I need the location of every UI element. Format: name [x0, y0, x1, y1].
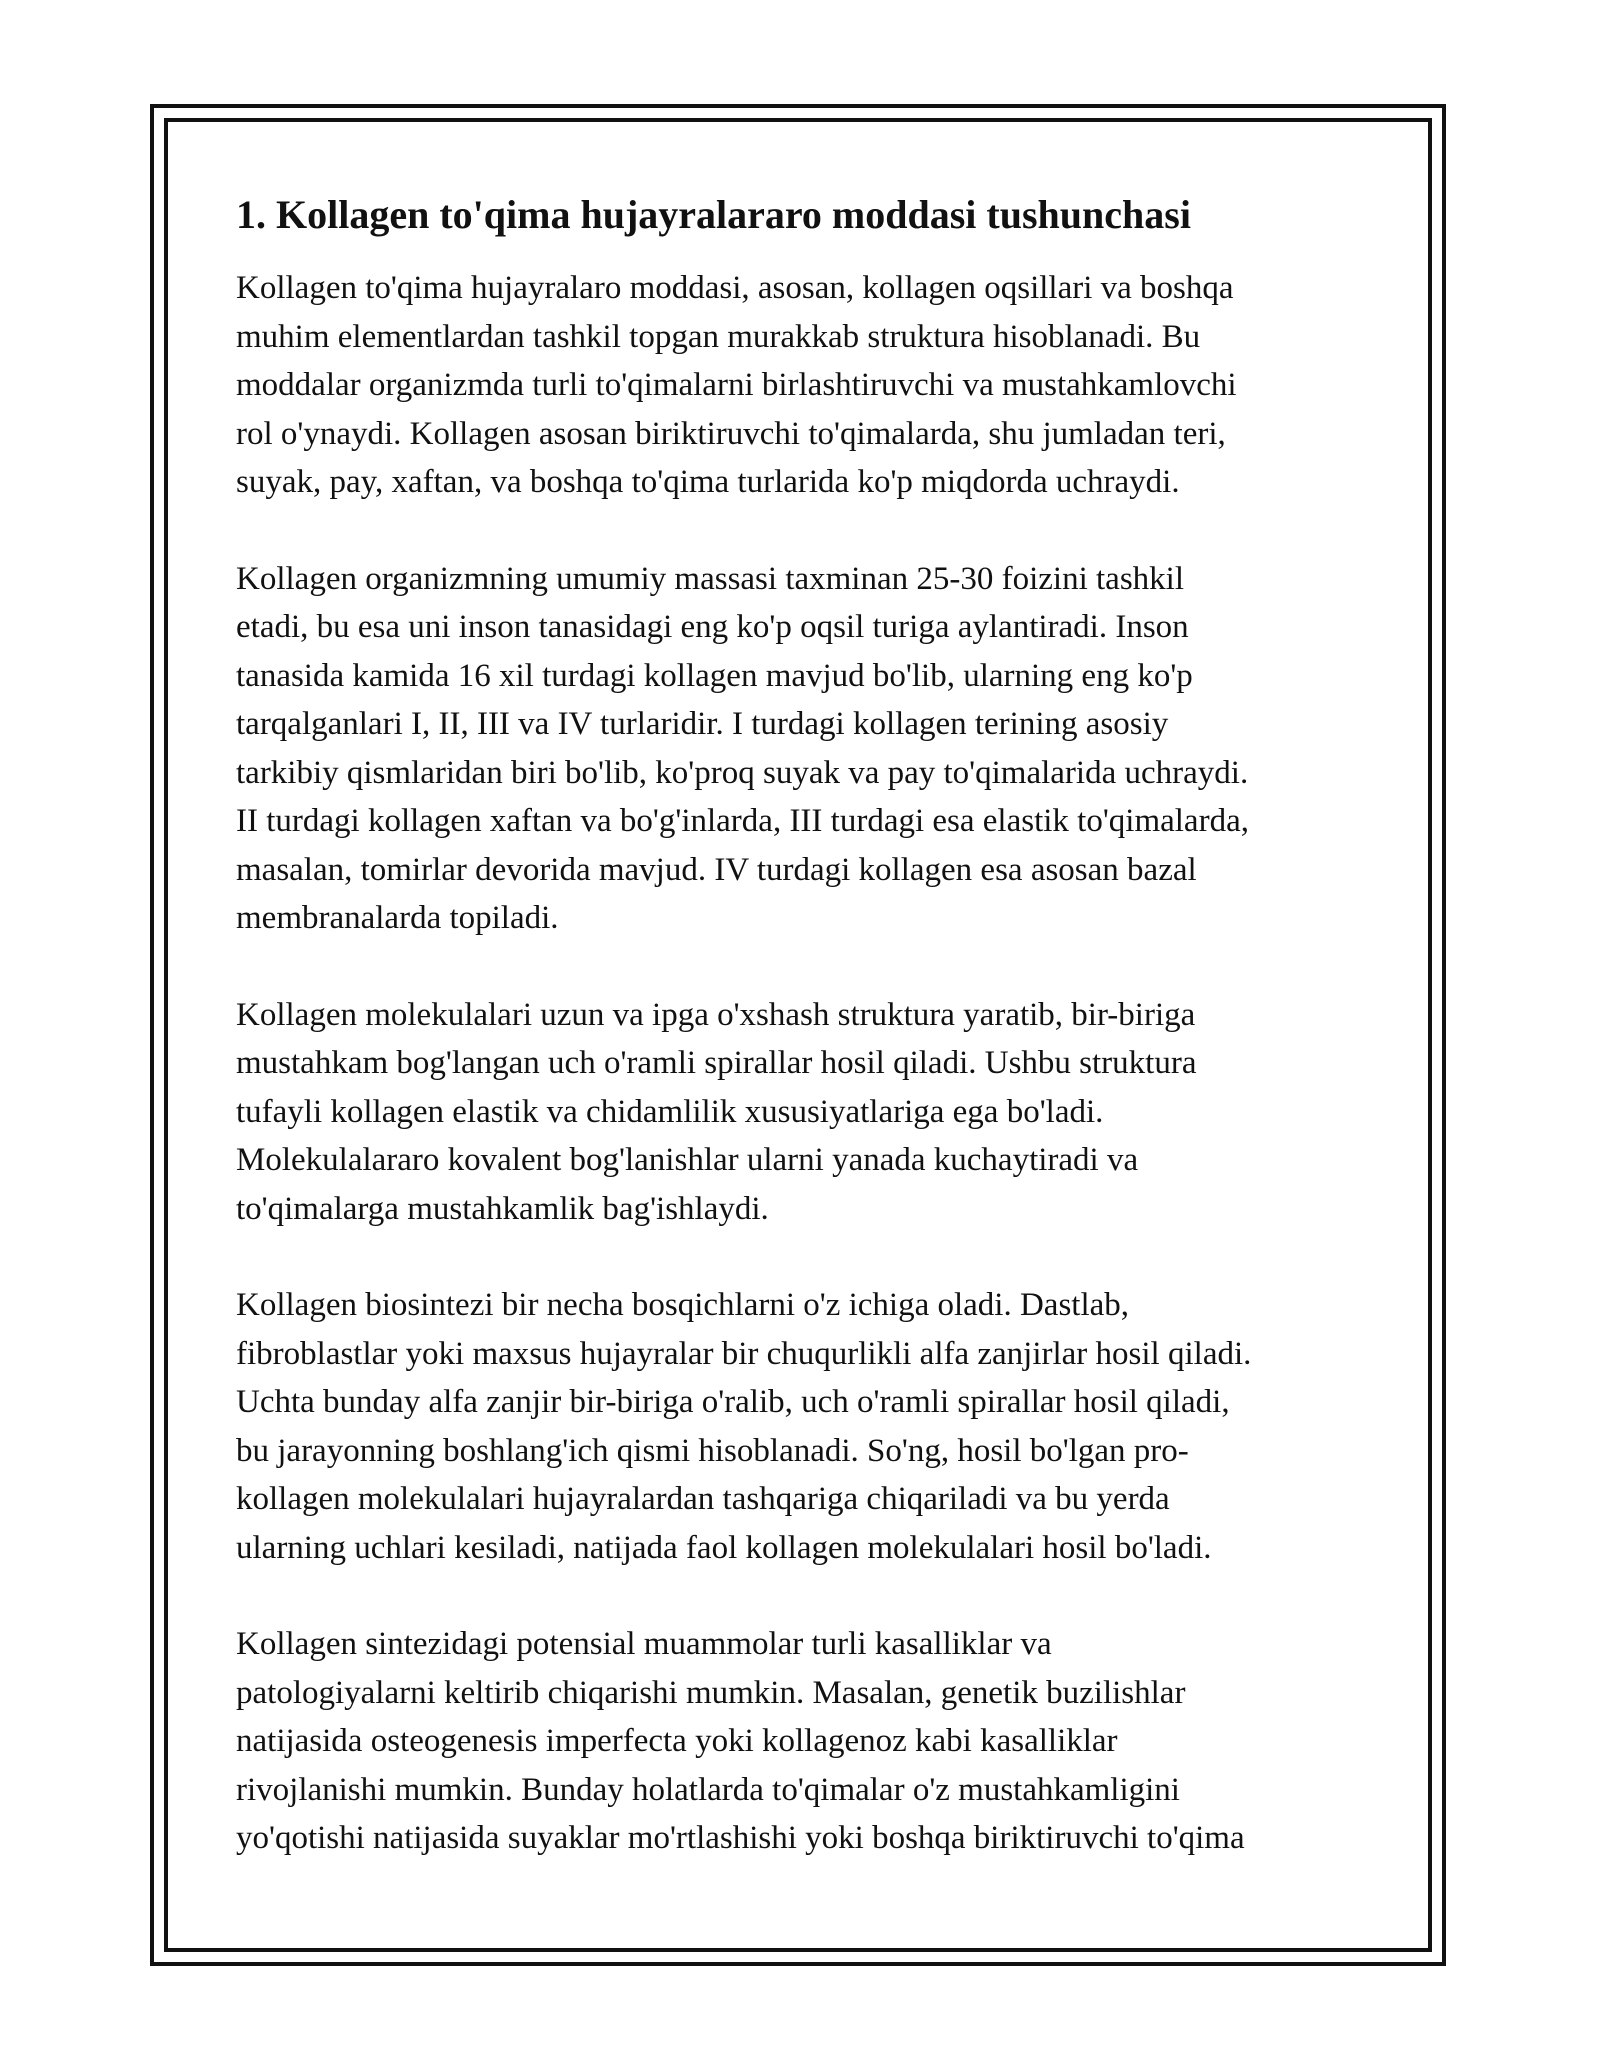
section-heading: 1. Kollagen to'qima hujayralararo moddasi tushunchasi [236, 192, 1191, 237]
paragraph-2: Kollagen organizmning umumiy massasi taxminan 25-30 foizini tashkil etadi, bu esa uni inson tanasidagi eng ko'p oqsil turiga aylantiradi. Inson tanasida kamida 16 xil turdagi kollagen mavjud bo'lib, ularning eng ko'p tarqalganlari I, II, III va IV turlaridir. I turdagi kollagen terining asosiy tarkibiy qismlaridan biri bo'lib, ko'proq suyak va pay to'qimalarida uchraydi. II turdagi kollagen xaftan va bo'g'inlarda, III turdagi esa elastik to'qimalarda, masalan, tomirlar devorida mavjud. IV turdagi kollagen esa asosan bazal membranalarda topiladi. [236, 560, 1249, 936]
paragraph-3: Kollagen molekulalari uzun va ipga o'xshash struktura yaratib, bir-biriga mustahkam bog'langan uch o'ramli spirallar hosil qiladi. Ushbu struktura tufayli kollagen elastik va chidamlilik xususiyatlariga ega bo'ladi. Molekulalararo kovalent bog'lanishlar ularni yanada kuchaytiradi va to'qimalarga mustahkamlik bag'ishlaydi. [236, 996, 1197, 1227]
paragraph-4: Kollagen biosintezi bir necha bosqichlarni o'z ichiga oladi. Dastlab, fibroblastlar yoki maxsus hujayralar bir chuqurlikli alfa zanjirlar hosil qiladi. Uchta bunday alfa zanjir bir-biriga o'ralib, uch o'ramli spirallar hosil qiladi, bu jarayonning boshlang'ich qismi hisoblanadi. So'ng, hosil bo'lgan pro- kollagen molekulalari hujayralardan tashqariga chiqariladi va bu yerda ularning uchlari kesiladi, natijada faol kollagen molekulalari hosil bo'ladi. [236, 1287, 1252, 1566]
paragraph-5: Kollagen sintezidagi potensial muammolar turli kasalliklar va patologiyalarni keltirib chiqarishi mumkin. Masalan, genetik buzilishlar natijasida osteogenesis imperfecta yoki kollagenoz kabi kasalliklar rivojlanishi mumkin. Bunday holatlarda to'qimalar o'z mustahkamligini yo'qotishi natijasida suyaklar mo'rtlashishi yoki boshqa biriktiruvchi to'qima [236, 1626, 1245, 1856]
document-body [236, 188, 1376, 1911]
paragraph-1: Kollagen to'qima hujayralaro moddasi, asosan, kollagen oqsillari va boshqa muhim elementlardan tashkil topgan murakkab struktura hisoblanadi. Bu moddalar organizmda turli to'qimalarni birlashtiruvchi va mustahkamlovchi rol o'ynaydi. Kollagen asosan biriktiruvchi to'qimalarda, shu jumladan teri, suyak, pay, xaftan, va boshqa to'qima turlarida ko'p miqdorda uchraydi. [236, 270, 1237, 500]
